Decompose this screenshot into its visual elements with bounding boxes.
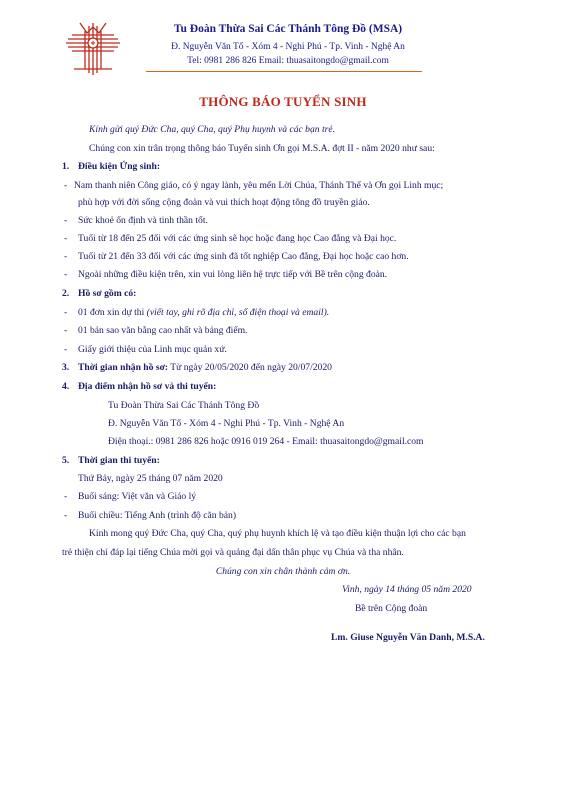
s1-item-1-line-1: Nam thanh niên Công giáo, có ý ngay lành, yêu mến Lời Chúa, Thánh Thể và Ơn gọi Linh mục; (74, 180, 444, 191)
s4-line-2: Đ. Nguyễn Văn Tố - Xóm 4 - Nghi Phú - Tp. Vinh - Nghệ An (108, 418, 345, 429)
s2-item-1-text: 01 đơn xin dự thi (78, 307, 147, 318)
bullet: - (64, 307, 68, 318)
section-4-heading: Địa điểm nhận hồ sơ và thi tuyển: (78, 381, 217, 392)
organization-address: Đ. Nguyễn Văn Tố - Xóm 4 - Nghi Phú - Tp. Vinh - Nghệ An (171, 42, 405, 52)
bullet: - (64, 251, 68, 262)
section-3-line (78, 362, 332, 374)
section-5-number: 5. (62, 455, 70, 466)
s2-item-3: Giấy giới thiệu của Linh mục quản xứ. (78, 344, 227, 355)
thanks-line: Chúng con xin chân thành cảm ơn. (215, 566, 351, 577)
s2-item-2: 01 bản sao văn bằng cao nhất và bảng điểm. (78, 325, 248, 336)
s5-item-2: Buổi chiều: Tiếng Anh (trình độ căn bản) (78, 510, 237, 521)
signer-name: Lm. Giuse Nguyễn Văn Danh, M.S.A. (331, 632, 485, 643)
section-4-number: 4. (62, 381, 70, 392)
section-5-heading: Thời gian thi tuyển: (78, 455, 160, 466)
signer-role: Bề trên Cộng đoàn (355, 603, 428, 614)
closing-line-2: trẻ thiện chí đáp lại tiếng Chúa mời gọi và quảng đại dấn thân phục vụ Chúa và tha nhân. (62, 547, 404, 558)
section-1-number: 1. (62, 161, 70, 172)
section-3-value: Từ ngày 20/05/2020 đến ngày 20/07/2020 (168, 362, 332, 373)
intro-text: Chúng con xin trân trọng thông báo Tuyển sinh Ơn gọi M.S.A. đợt II - năm 2020 như sau: (89, 143, 435, 154)
s2-item-1 (78, 307, 329, 319)
s4-line-1: Tu Đoàn Thừa Sai Các Thánh Tông Đồ (108, 400, 260, 411)
cross-emblem-icon (60, 13, 126, 79)
dateline: Vinh, ngày 14 tháng 05 năm 2020 (342, 584, 472, 595)
organization-name: Tu Đoàn Thừa Sai Các Thánh Tông Đồ (MSA) (173, 23, 403, 35)
section-1-heading: Điều kiện Ứng sinh: (78, 161, 161, 172)
bullet: - (64, 325, 68, 336)
bullet: - (64, 233, 68, 244)
bullet: - (64, 180, 68, 191)
s4-line-3: Điện thoại.: 0981 286 826 hoặc 0916 019 264 - Email: thuasaitongdo@gmail.com (108, 436, 424, 447)
bullet: - (64, 344, 68, 355)
s1-item-3: Tuổi từ 18 đến 25 đối với các ứng sinh sẽ học hoặc đang học Cao đẳng và Đại học. (78, 233, 397, 244)
bullet: - (64, 491, 68, 502)
greeting: Kính gửi quý Đức Cha, quý Cha, quý Phụ huynh và các bạn trẻ. (89, 124, 336, 135)
section-2-heading: Hồ sơ gồm có: (78, 288, 137, 299)
page-title: THÔNG BÁO TUYỂN SINH (199, 94, 367, 109)
organization-contact: Tel: 0981 286 826 Email: thuasaitongdo@gmail.com (187, 56, 389, 66)
header-divider (146, 71, 422, 72)
s1-item-4: Tuổi từ 21 đến 33 đối với các ứng sinh đã tốt nghiệp Cao đẳng, Đại học hoặc cao hơn. (78, 251, 409, 262)
closing-line-1: Kính mong quý Đức Cha, quý Cha, quý phụ huynh khích lệ và tạo điều kiện thuận lợi cho các bạn (89, 528, 466, 539)
s1-item-2: Sức khoẻ ổn định và tinh thần tốt. (78, 215, 208, 226)
bullet: - (64, 215, 68, 226)
s1-item-5: Ngoài những điều kiện trên, xin vui lòng liên hệ trực tiếp với Bề trên cộng đoàn. (78, 269, 388, 280)
section-3-number: 3. (62, 362, 70, 373)
s2-item-1-note: (viết tay, ghi rõ địa chỉ, số điện thoại và email). (146, 307, 330, 318)
s1-item-1-line-2: phù hợp với đời sống cộng đoàn và vui thích hoạt động tông đồ truyền giáo. (78, 197, 370, 208)
bullet: - (64, 510, 68, 521)
s5-item-1: Buổi sáng: Việt văn và Giáo lý (78, 491, 197, 502)
bullet: - (64, 269, 68, 280)
section-2-number: 2. (62, 288, 70, 299)
s5-date: Thứ Bảy, ngày 25 tháng 07 năm 2020 (78, 473, 223, 484)
section-3-heading: Thời gian nhận hồ sơ: (78, 362, 169, 373)
